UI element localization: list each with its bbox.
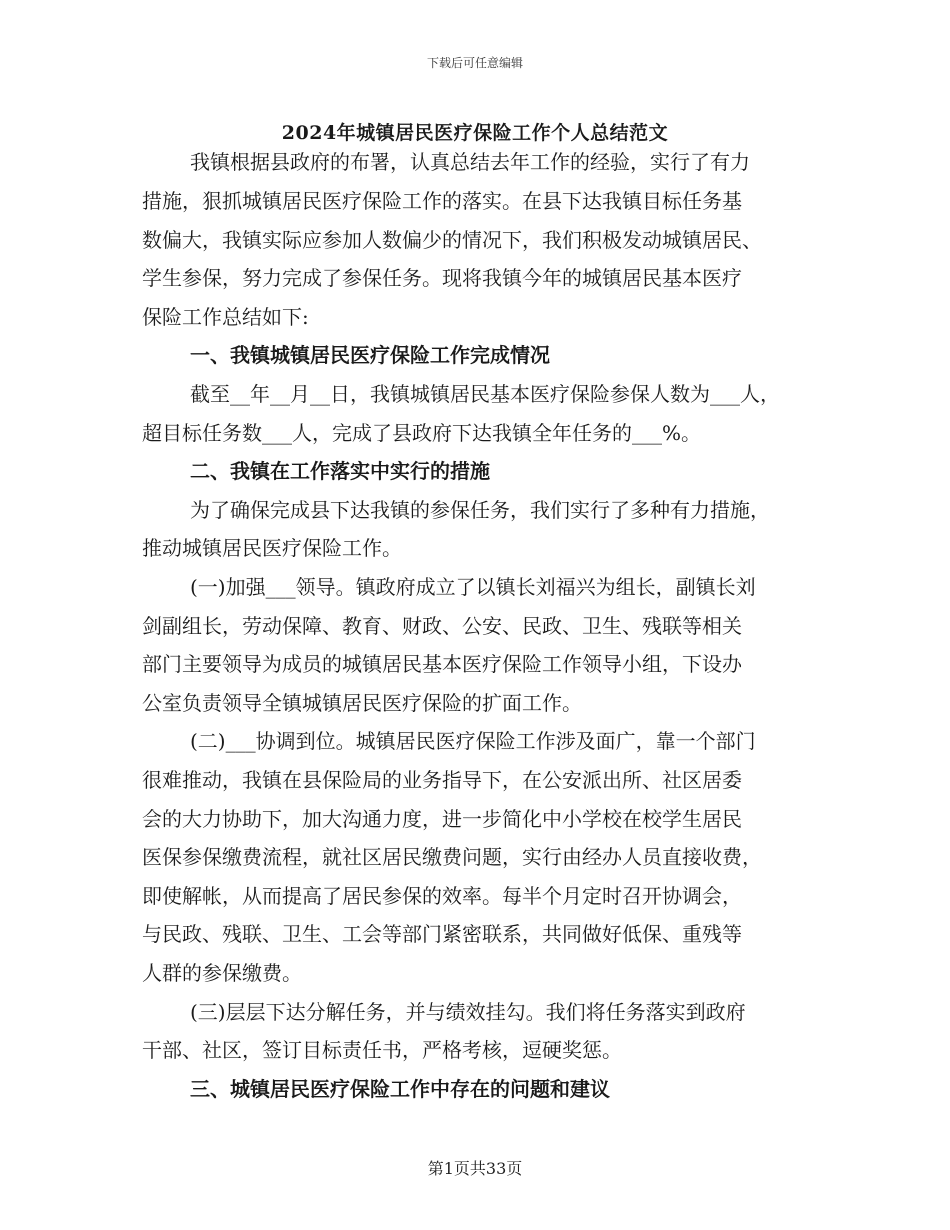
paragraph-line: 会的大力协助下，加大沟通力度，进一步简化中小学校在校学生居民 — [142, 807, 742, 831]
paragraph-line: 与民政、残联、卫生、工会等部门紧密联系，共同做好低保、重残等 — [142, 922, 742, 946]
paragraph-line: 医保参保缴费流程，就社区居民缴费问题，实行由经办人员直接收费， — [142, 845, 762, 869]
page-footer: 第1页共33页 — [427, 1159, 523, 1178]
document-title: 2024年城镇居民医疗保险工作个人总结范文 — [281, 122, 669, 144]
paragraph-line: 即使解帐，从而提高了居民参保的效率。每半个月定时召开协调会， — [142, 884, 742, 908]
paragraph-line: 我镇根据县政府的布署，认真总结去年工作的经验，实行了有力 — [190, 150, 750, 174]
paragraph-line: (三)层层下达分解任务，并与绩效挂勾。我们将任务落实到政府 — [190, 1000, 746, 1024]
paragraph-line: 数偏大，我镇实际应参加人数偏少的情况下，我们积极发动城镇居民、 — [142, 228, 762, 252]
paragraph-line: 剑副组长，劳动保障、教育、财政、公安、民政、卫生、残联等相关 — [142, 614, 742, 638]
paragraph-line: (一)加强___领导。镇政府成立了以镇长刘福兴为组长，副镇长刘 — [190, 575, 756, 599]
paragraph-line: 学生参保，努力完成了参保任务。现将我镇今年的城镇居民基本医疗 — [142, 266, 742, 290]
paragraph-line: 干部、社区，签订目标责任书，严格考核，逗硬奖惩。 — [142, 1038, 622, 1062]
section-heading: 三、城镇居民医疗保险工作中存在的问题和建议 — [190, 1077, 610, 1101]
paragraph-line: 推动城镇居民医疗保险工作。 — [142, 536, 402, 560]
section-heading: 一、我镇城镇居民医疗保险工作完成情况 — [190, 343, 550, 367]
paragraph-line: 措施，狠抓城镇居民医疗保险工作的落实。在县下达我镇目标任务基 — [142, 189, 742, 213]
paragraph-line: 超目标任务数___人，完成了县政府下达我镇全年任务的___%。 — [142, 421, 702, 445]
paragraph-line: 人群的参保缴费。 — [142, 961, 302, 985]
paragraph-line: 为了确保完成县下达我镇的参保任务，我们实行了多种有力措施， — [190, 498, 770, 522]
paragraph-line: 很难推动，我镇在县保险局的业务指导下，在公安派出所、社区居委 — [142, 768, 742, 792]
header-note: 下载后可任意编辑 — [426, 56, 523, 70]
paragraph-line: 截至__年__月__日，我镇城镇居民基本医疗保险参保人数为___人， — [190, 382, 780, 406]
paragraph-line: 部门主要领导为成员的城镇居民基本医疗保险工作领导小组，下设办 — [142, 652, 742, 676]
paragraph-line: 保险工作总结如下: — [142, 305, 309, 329]
paragraph-line: (二)___协调到位。城镇居民医疗保险工作涉及面广，靠一个部门 — [190, 729, 756, 753]
section-heading: 二、我镇在工作落实中实行的措施 — [190, 459, 490, 483]
paragraph-line: 公室负责领导全镇城镇居民医疗保险的扩面工作。 — [142, 691, 582, 715]
